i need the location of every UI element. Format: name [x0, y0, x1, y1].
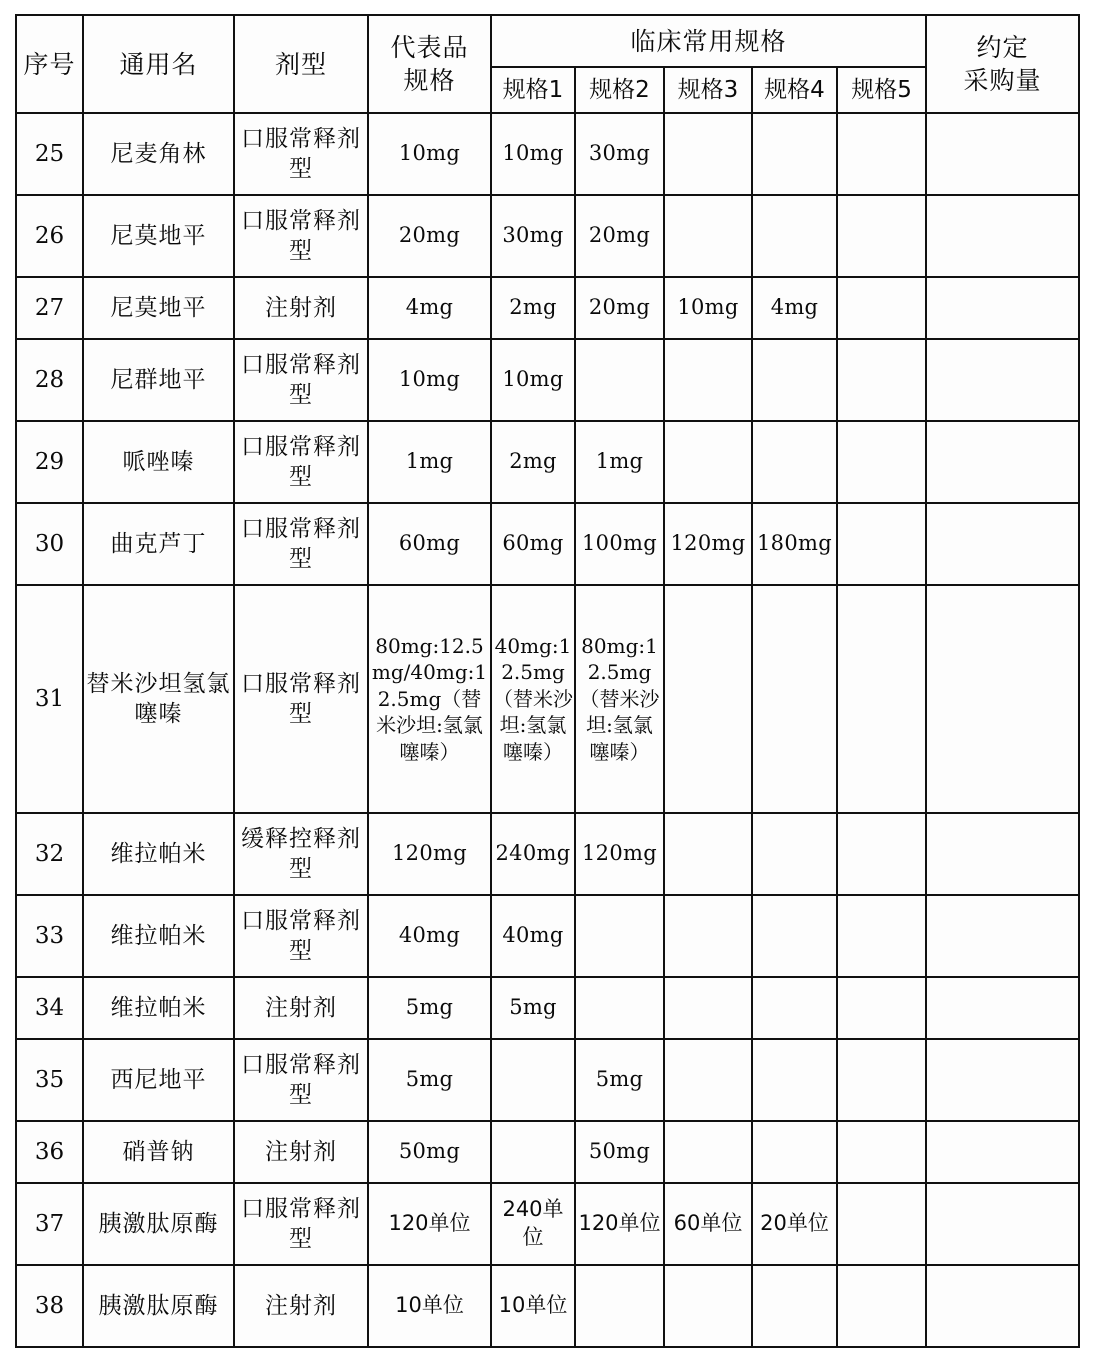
cell-spec-5 — [837, 195, 926, 277]
cell-spec-5 — [837, 1183, 926, 1265]
cell-agreed-quantity — [926, 585, 1079, 813]
representative-spec-line-2: 规格 — [403, 66, 456, 95]
cell-spec-4: 4mg — [752, 277, 837, 339]
agreed-quantity-line-1: 约定 — [976, 33, 1029, 62]
cell-seq: 30 — [16, 503, 83, 585]
cell-spec-3 — [664, 113, 752, 195]
cell-spec-2: 5mg — [575, 1039, 664, 1121]
cell-seq: 35 — [16, 1039, 83, 1121]
cell-agreed-quantity — [926, 339, 1079, 421]
cell-generic-name: 曲克芦丁 — [83, 503, 234, 585]
cell-spec-3 — [664, 895, 752, 977]
cell-generic-name: 维拉帕米 — [83, 977, 234, 1039]
cell-spec-3 — [664, 813, 752, 895]
column-header-representative-spec — [368, 15, 491, 113]
representative-spec-line-1: 代表品 — [390, 33, 469, 62]
cell-spec-2 — [575, 339, 664, 421]
cell-spec-3 — [664, 421, 752, 503]
cell-seq: 33 — [16, 895, 83, 977]
cell-spec-1: 10mg — [491, 113, 575, 195]
cell-spec-4 — [752, 113, 837, 195]
table-row — [16, 1039, 1079, 1121]
cell-dosage-form: 口服常释剂型 — [234, 195, 368, 277]
table-row — [16, 1121, 1079, 1183]
cell-spec-4 — [752, 895, 837, 977]
cell-agreed-quantity — [926, 1265, 1079, 1347]
cell-spec-2: 80mg:12.5mg（替米沙坦:氢氯噻嗪） — [575, 585, 664, 813]
cell-spec-4 — [752, 339, 837, 421]
header-row-primary — [16, 15, 1079, 67]
cell-spec-1: 10mg — [491, 339, 575, 421]
cell-spec-4: 180mg — [752, 503, 837, 585]
cell-spec-5 — [837, 503, 926, 585]
cell-spec-3: 60单位 — [664, 1183, 752, 1265]
column-header-agreed-quantity — [926, 15, 1079, 113]
table-header — [16, 15, 1079, 113]
cell-spec-1: 5mg — [491, 977, 575, 1039]
cell-generic-name: 硝普钠 — [83, 1121, 234, 1183]
table-row — [16, 977, 1079, 1039]
cell-spec-5 — [837, 277, 926, 339]
cell-representative-spec: 20mg — [368, 195, 491, 277]
cell-spec-2 — [575, 1265, 664, 1347]
cell-spec-5 — [837, 1039, 926, 1121]
cell-spec-1: 30mg — [491, 195, 575, 277]
cell-spec-3 — [664, 585, 752, 813]
cell-agreed-quantity — [926, 1039, 1079, 1121]
cell-spec-3 — [664, 1265, 752, 1347]
column-header-spec-4: 规格4 — [752, 67, 837, 113]
cell-generic-name: 胰激肽原酶 — [83, 1265, 234, 1347]
cell-representative-spec: 10mg — [368, 339, 491, 421]
cell-spec-5 — [837, 421, 926, 503]
cell-representative-spec: 80mg:12.5mg/40mg:12.5mg（替米沙坦:氢氯噻嗪） — [368, 585, 491, 813]
cell-spec-1: 10单位 — [491, 1265, 575, 1347]
table-row — [16, 113, 1079, 195]
cell-spec-1: 60mg — [491, 503, 575, 585]
cell-generic-name: 胰激肽原酶 — [83, 1183, 234, 1265]
cell-spec-4 — [752, 1265, 837, 1347]
cell-agreed-quantity — [926, 1183, 1079, 1265]
cell-seq: 38 — [16, 1265, 83, 1347]
cell-dosage-form: 口服常释剂型 — [234, 1183, 368, 1265]
table-row — [16, 277, 1079, 339]
cell-representative-spec: 5mg — [368, 977, 491, 1039]
agreed-quantity-line-2: 采购量 — [963, 66, 1042, 95]
cell-representative-spec: 10mg — [368, 113, 491, 195]
cell-representative-spec: 120mg — [368, 813, 491, 895]
column-header-spec-5: 规格5 — [837, 67, 926, 113]
cell-dosage-form: 注射剂 — [234, 1265, 368, 1347]
cell-representative-spec: 60mg — [368, 503, 491, 585]
cell-representative-spec: 1mg — [368, 421, 491, 503]
cell-spec-1: 2mg — [491, 421, 575, 503]
cell-agreed-quantity — [926, 1121, 1079, 1183]
cell-agreed-quantity — [926, 113, 1079, 195]
cell-spec-2 — [575, 977, 664, 1039]
cell-spec-2: 50mg — [575, 1121, 664, 1183]
cell-spec-5 — [837, 339, 926, 421]
cell-spec-2 — [575, 895, 664, 977]
table-row — [16, 339, 1079, 421]
cell-dosage-form: 口服常释剂型 — [234, 585, 368, 813]
cell-spec-4 — [752, 585, 837, 813]
cell-dosage-form: 口服常释剂型 — [234, 421, 368, 503]
cell-spec-4 — [752, 195, 837, 277]
cell-agreed-quantity — [926, 813, 1079, 895]
cell-spec-2: 100mg — [575, 503, 664, 585]
cell-generic-name: 维拉帕米 — [83, 895, 234, 977]
column-header-dosage-form: 剂型 — [234, 15, 368, 113]
table-row — [16, 421, 1079, 503]
cell-spec-4: 20单位 — [752, 1183, 837, 1265]
cell-representative-spec: 4mg — [368, 277, 491, 339]
cell-dosage-form: 口服常释剂型 — [234, 113, 368, 195]
cell-agreed-quantity — [926, 895, 1079, 977]
cell-spec-3 — [664, 977, 752, 1039]
cell-spec-5 — [837, 113, 926, 195]
cell-dosage-form: 口服常释剂型 — [234, 503, 368, 585]
cell-seq: 27 — [16, 277, 83, 339]
cell-dosage-form: 口服常释剂型 — [234, 895, 368, 977]
cell-spec-2: 120mg — [575, 813, 664, 895]
cell-generic-name: 替米沙坦氢氯噻嗪 — [83, 585, 234, 813]
table-body — [16, 113, 1079, 1347]
table-row — [16, 503, 1079, 585]
cell-spec-5 — [837, 813, 926, 895]
column-header-clinical-specs-group: 临床常用规格 — [491, 15, 926, 67]
cell-spec-1: 240单位 — [491, 1183, 575, 1265]
cell-spec-5 — [837, 1265, 926, 1347]
column-header-spec-3: 规格3 — [664, 67, 752, 113]
cell-spec-1: 240mg — [491, 813, 575, 895]
drug-specification-table — [15, 14, 1080, 1348]
cell-representative-spec: 40mg — [368, 895, 491, 977]
cell-seq: 26 — [16, 195, 83, 277]
cell-spec-4 — [752, 1039, 837, 1121]
cell-representative-spec: 120单位 — [368, 1183, 491, 1265]
cell-seq: 29 — [16, 421, 83, 503]
cell-generic-name: 西尼地平 — [83, 1039, 234, 1121]
cell-spec-2: 20mg — [575, 195, 664, 277]
cell-dosage-form: 注射剂 — [234, 977, 368, 1039]
cell-seq: 25 — [16, 113, 83, 195]
cell-generic-name: 尼麦角林 — [83, 113, 234, 195]
cell-agreed-quantity — [926, 503, 1079, 585]
cell-seq: 37 — [16, 1183, 83, 1265]
cell-seq: 28 — [16, 339, 83, 421]
cell-spec-5 — [837, 977, 926, 1039]
cell-dosage-form: 口服常释剂型 — [234, 1039, 368, 1121]
table-row — [16, 813, 1079, 895]
cell-generic-name: 尼群地平 — [83, 339, 234, 421]
cell-generic-name: 维拉帕米 — [83, 813, 234, 895]
column-header-spec-2: 规格2 — [575, 67, 664, 113]
cell-generic-name: 哌唑嗪 — [83, 421, 234, 503]
cell-generic-name: 尼莫地平 — [83, 195, 234, 277]
cell-spec-5 — [837, 895, 926, 977]
cell-spec-1: 2mg — [491, 277, 575, 339]
column-header-generic-name: 通用名 — [83, 15, 234, 113]
cell-spec-4 — [752, 1121, 837, 1183]
cell-spec-2: 1mg — [575, 421, 664, 503]
cell-spec-5 — [837, 585, 926, 813]
cell-agreed-quantity — [926, 277, 1079, 339]
cell-seq: 34 — [16, 977, 83, 1039]
cell-spec-1 — [491, 1121, 575, 1183]
cell-spec-1 — [491, 1039, 575, 1121]
cell-spec-2: 20mg — [575, 277, 664, 339]
cell-representative-spec: 5mg — [368, 1039, 491, 1121]
cell-agreed-quantity — [926, 195, 1079, 277]
column-header-spec-1: 规格1 — [491, 67, 575, 113]
cell-spec-4 — [752, 977, 837, 1039]
cell-representative-spec: 50mg — [368, 1121, 491, 1183]
cell-spec-4 — [752, 421, 837, 503]
cell-spec-3: 120mg — [664, 503, 752, 585]
table-row — [16, 1265, 1079, 1347]
table-row — [16, 195, 1079, 277]
cell-dosage-form: 注射剂 — [234, 277, 368, 339]
table-row — [16, 895, 1079, 977]
cell-spec-3 — [664, 1121, 752, 1183]
cell-seq: 31 — [16, 585, 83, 813]
cell-spec-3 — [664, 339, 752, 421]
table-row — [16, 585, 1079, 813]
cell-representative-spec: 10单位 — [368, 1265, 491, 1347]
cell-dosage-form: 注射剂 — [234, 1121, 368, 1183]
cell-spec-5 — [837, 1121, 926, 1183]
cell-spec-1: 40mg — [491, 895, 575, 977]
cell-spec-2: 30mg — [575, 113, 664, 195]
cell-spec-3 — [664, 195, 752, 277]
cell-spec-4 — [752, 813, 837, 895]
cell-dosage-form: 口服常释剂型 — [234, 339, 368, 421]
column-header-seq: 序号 — [16, 15, 83, 113]
cell-spec-3 — [664, 1039, 752, 1121]
cell-agreed-quantity — [926, 421, 1079, 503]
cell-seq: 36 — [16, 1121, 83, 1183]
cell-generic-name: 尼莫地平 — [83, 277, 234, 339]
cell-spec-2: 120单位 — [575, 1183, 664, 1265]
cell-dosage-form: 缓释控释剂型 — [234, 813, 368, 895]
cell-agreed-quantity — [926, 977, 1079, 1039]
table-row — [16, 1183, 1079, 1265]
cell-spec-3: 10mg — [664, 277, 752, 339]
cell-spec-1: 40mg:12.5mg（替米沙坦:氢氯噻嗪） — [491, 585, 575, 813]
cell-seq: 32 — [16, 813, 83, 895]
